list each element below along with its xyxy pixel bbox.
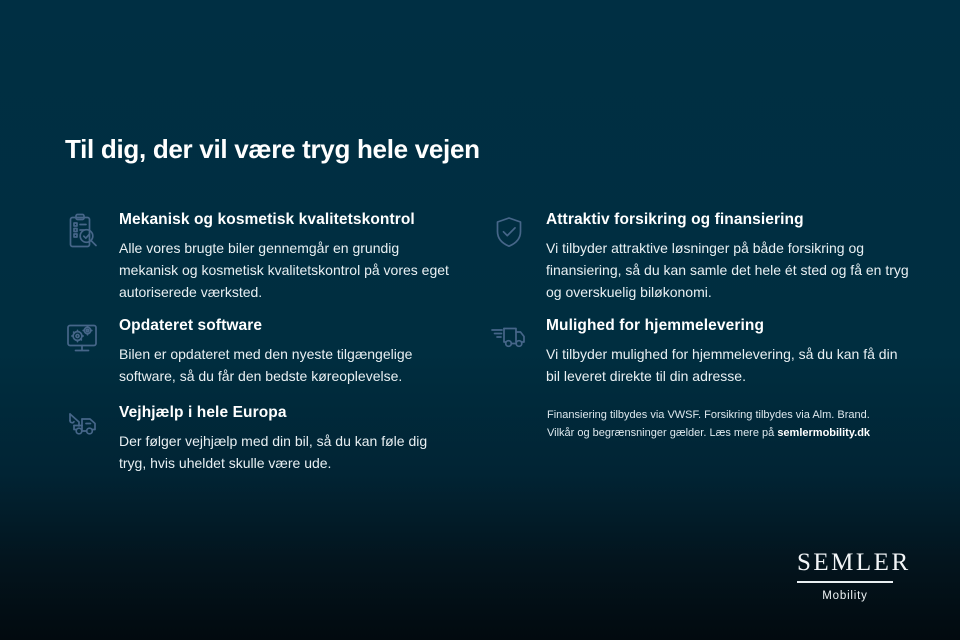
- feature-body: Der følger vejhjælp med din bil, så du kan føle dig tryg, hvis uheldet skulle være ude.: [119, 433, 428, 472]
- monitor-gears-icon: [62, 318, 104, 358]
- feature-heading: Mekanisk og kosmetisk kvalitetskontrol: [119, 211, 415, 228]
- feature-body: Vi tilbyder attraktive løsninger på både forsikring og finansiering, så du kan samle det hele ét sted og få en tryg og overskuelig biløkonomi.: [546, 240, 909, 301]
- feature-heading: Attraktiv forsikring og finansiering: [546, 211, 804, 228]
- shield-check-icon: [489, 212, 531, 252]
- tow-truck-icon: [62, 405, 104, 445]
- semler-mobility-logo: [797, 549, 911, 602]
- clipboard-inspection-icon: [62, 212, 104, 252]
- logo-division-text: Mobility: [822, 590, 868, 602]
- disclaimer-line2: Vilkår og begrænsninger gælder. Læs mere på: [547, 426, 778, 439]
- feature-body: Vi tilbyder mulighed for hjemmelevering, så du kan få din bil leveret direkte til din adresse.: [546, 346, 898, 385]
- feature-heading: Vejhjælp i hele Europa: [119, 404, 287, 421]
- semlermobility-link: semlermobility.dk: [777, 426, 871, 439]
- feature-body: Alle vores brugte biler gennemgår en grundig mekanisk og kosmetisk kvalitetskontrol på vores eget autoriserede værksted.: [119, 240, 449, 301]
- legal-disclaimer: [547, 407, 877, 442]
- feature-roadside-assistance: [62, 404, 457, 474]
- page-title: Til dig, der vil være tryg hele vejen: [65, 134, 480, 165]
- delivery-truck-icon: [489, 318, 531, 358]
- feature-quality-control: [62, 211, 457, 303]
- feature-heading: Opdateret software: [119, 317, 263, 334]
- feature-body: Bilen er opdateret med den nyeste tilgængelige software, så du får den bedste køreoplevelse.: [119, 346, 413, 385]
- feature-updated-software: [62, 317, 457, 387]
- disclaimer-line1: Finansiering tilbydes via VWSF. Forsikring tilbydes via Alm. Brand.: [547, 409, 870, 421]
- logo-brand-text: SEMLER: [797, 549, 893, 583]
- feature-heading: Mulighed for hjemmelevering: [546, 317, 765, 334]
- feature-insurance-financing: [489, 211, 914, 303]
- feature-home-delivery: [489, 317, 914, 387]
